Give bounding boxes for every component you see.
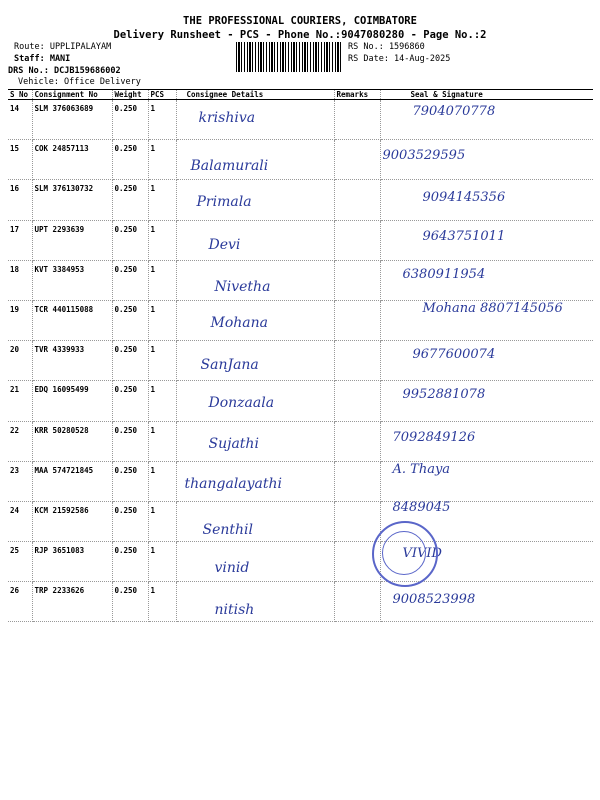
row-sno: 20: [8, 341, 32, 381]
row-consignee-handwriting: Donzaala: [208, 395, 275, 412]
row-signature-handwriting: 9952881078: [402, 387, 486, 403]
row-pcs: 1: [148, 501, 176, 541]
runsheet-subtitle: Delivery Runsheet - PCS - Phone No.:9047080280 - Page No.:2: [113, 29, 487, 41]
row-consignee-cell: [176, 140, 334, 180]
row-weight: 0.250: [112, 220, 148, 260]
col-weight: Weight: [112, 90, 148, 100]
row-consignee-handwriting: SanJana: [200, 357, 259, 374]
row-signature-handwriting: 9003529595: [382, 148, 466, 164]
row-consignee-handwriting: krishiva: [198, 110, 256, 126]
row-signature-handwriting: 9094145356: [422, 190, 506, 206]
row-consignee-handwriting: thangalayathi: [184, 475, 283, 492]
row-sno: 18: [8, 260, 32, 300]
row-consignment-no: UPT 2293639: [32, 220, 112, 260]
row-sno: 26: [8, 582, 32, 622]
table-row: [8, 421, 593, 461]
rs-number: RS No.: 1596860: [348, 42, 425, 52]
row-pcs: 1: [148, 100, 176, 140]
row-weight: 0.250: [112, 260, 148, 300]
row-consignee-handwriting: Senthil: [202, 521, 253, 538]
row-sno: 16: [8, 180, 32, 220]
table-row: [8, 461, 593, 501]
row-weight: 0.250: [112, 461, 148, 501]
row-remarks: [334, 381, 380, 421]
row-signature-cell: [380, 300, 593, 340]
page-title: THE PROFESSIONAL COURIERS, COIMBATORE: [183, 15, 417, 27]
row-consignment-no: KVT 3384953: [32, 260, 112, 300]
row-weight: 0.250: [112, 381, 148, 421]
row-signature-cell: [380, 582, 593, 622]
row-consignment-no: COK 24857113: [32, 140, 112, 180]
row-remarks: [334, 501, 380, 541]
col-consignment: Consignment No: [32, 90, 112, 100]
row-pcs: 1: [148, 300, 176, 340]
row-remarks: [334, 421, 380, 461]
row-consignment-no: TVR 4339933: [32, 341, 112, 381]
row-remarks: [334, 220, 380, 260]
row-sno: 22: [8, 421, 32, 461]
row-pcs: 1: [148, 260, 176, 300]
row-remarks: [334, 180, 380, 220]
row-weight: 0.250: [112, 180, 148, 220]
row-signature-cell: [380, 140, 593, 180]
row-consignment-no: EDQ 16095499: [32, 381, 112, 421]
row-weight: 0.250: [112, 140, 148, 180]
row-remarks: [334, 140, 380, 180]
row-sno: 17: [8, 220, 32, 260]
row-remarks: [334, 260, 380, 300]
row-consignee-cell: [176, 180, 334, 220]
row-consignee-handwriting: Mohana: [210, 314, 268, 331]
row-signature-cell: [380, 341, 593, 381]
row-consignee-handwriting: nitish: [214, 602, 255, 619]
row-consignment-no: TRP 2233626: [32, 582, 112, 622]
table-row: [8, 582, 593, 622]
row-consignee-cell: [176, 300, 334, 340]
row-signature-handwriting: 7092849126: [392, 429, 476, 445]
row-consignment-no: KCM 21592586: [32, 501, 112, 541]
row-signature-cell: [380, 461, 593, 501]
row-remarks: [334, 461, 380, 501]
row-consignee-cell: [176, 542, 334, 582]
row-signature-handwriting: 8489045: [392, 499, 451, 515]
col-sno: S No: [8, 90, 32, 100]
row-consignee-handwriting: Nivetha: [214, 278, 271, 295]
row-remarks: [334, 300, 380, 340]
row-pcs: 1: [148, 220, 176, 260]
row-signature-cell: [380, 260, 593, 300]
row-pcs: 1: [148, 140, 176, 180]
table-row: [8, 542, 593, 582]
row-consignment-no: TCR 440115088: [32, 300, 112, 340]
row-consignee-handwriting: Balamurali: [190, 158, 269, 175]
row-consignee-handwriting: Sujathi: [208, 435, 259, 452]
row-consignee-cell: [176, 421, 334, 461]
row-sno: 15: [8, 140, 32, 180]
row-pcs: 1: [148, 542, 176, 582]
vehicle-label: Vehicle: Office Delivery: [18, 77, 141, 87]
row-consignment-no: RJP 3651083: [32, 542, 112, 582]
row-consignment-no: MAA 574721845: [32, 461, 112, 501]
row-signature-cell: [380, 381, 593, 421]
row-weight: 0.250: [112, 100, 148, 140]
table-row: [8, 140, 593, 180]
row-signature-handwriting: 9008523998: [392, 592, 476, 608]
row-sno: 24: [8, 501, 32, 541]
drs-number: DRS No.: DCJB159686002: [8, 66, 121, 76]
row-weight: 0.250: [112, 341, 148, 381]
table-row: [8, 260, 593, 300]
row-remarks: [334, 582, 380, 622]
row-consignee-cell: [176, 260, 334, 300]
row-weight: 0.250: [112, 542, 148, 582]
row-pcs: 1: [148, 461, 176, 501]
row-pcs: 1: [148, 341, 176, 381]
row-consignee-cell: [176, 582, 334, 622]
row-consignment-no: SLM 376130732: [32, 180, 112, 220]
row-sno: 25: [8, 542, 32, 582]
col-seal-signature: Seal & Signature: [380, 90, 593, 100]
row-sno: 21: [8, 381, 32, 421]
row-signature-handwriting: VIVID: [402, 546, 442, 562]
runsheet-table: [8, 89, 593, 622]
row-remarks: [334, 341, 380, 381]
table-row: [8, 220, 593, 260]
col-pcs: PCS: [148, 90, 176, 100]
table-row: [8, 180, 593, 220]
row-consignee-handwriting: Devi: [208, 236, 241, 253]
table-row: [8, 501, 593, 541]
table-row: [8, 100, 593, 140]
row-remarks: [334, 100, 380, 140]
row-signature-handwriting: 6380911954: [402, 266, 486, 282]
row-signature-handwriting: 9677600074: [412, 347, 496, 363]
row-sno: 19: [8, 300, 32, 340]
row-weight: 0.250: [112, 501, 148, 541]
row-weight: 0.250: [112, 582, 148, 622]
row-signature-cell: [380, 180, 593, 220]
row-signature-handwriting: A. Thaya: [392, 461, 451, 477]
rs-date: RS Date: 14-Aug-2025: [348, 54, 451, 64]
row-pcs: 1: [148, 421, 176, 461]
row-consignee-cell: [176, 461, 334, 501]
staff-label: Staff: MANI: [14, 54, 71, 64]
row-signature-handwriting: 9643751011: [422, 228, 506, 244]
row-signature-cell: [380, 421, 593, 461]
route-label: Route: UPPLIPALAYAM: [14, 42, 112, 52]
row-consignment-no: KRR 50280528: [32, 421, 112, 461]
row-signature-cell: [380, 220, 593, 260]
row-consignee-cell: [176, 341, 334, 381]
row-weight: 0.250: [112, 300, 148, 340]
row-signature-handwriting: 7904070778: [412, 104, 496, 119]
row-consignee-handwriting: Primala: [196, 194, 252, 211]
row-consignee-handwriting: vinid: [214, 560, 250, 577]
row-consignee-cell: [176, 100, 334, 140]
row-sno: 14: [8, 100, 32, 140]
row-signature-handwriting: Mohana 8807145056: [422, 300, 563, 316]
barcode: [236, 42, 342, 72]
row-consignee-cell: [176, 501, 334, 541]
col-remarks: Remarks: [334, 90, 380, 100]
seal-stamp: [372, 521, 438, 587]
row-pcs: 1: [148, 180, 176, 220]
table-row: [8, 341, 593, 381]
row-weight: 0.250: [112, 421, 148, 461]
col-consignee: Consignee Details: [176, 90, 334, 100]
row-signature-cell: [380, 100, 593, 140]
table-row: [8, 381, 593, 421]
row-consignee-cell: [176, 220, 334, 260]
row-consignee-cell: [176, 381, 334, 421]
row-sno: 23: [8, 461, 32, 501]
row-consignment-no: SLM 376063689: [32, 100, 112, 140]
table-row: [8, 300, 593, 340]
row-pcs: 1: [148, 381, 176, 421]
table-header: [8, 90, 593, 100]
row-pcs: 1: [148, 582, 176, 622]
